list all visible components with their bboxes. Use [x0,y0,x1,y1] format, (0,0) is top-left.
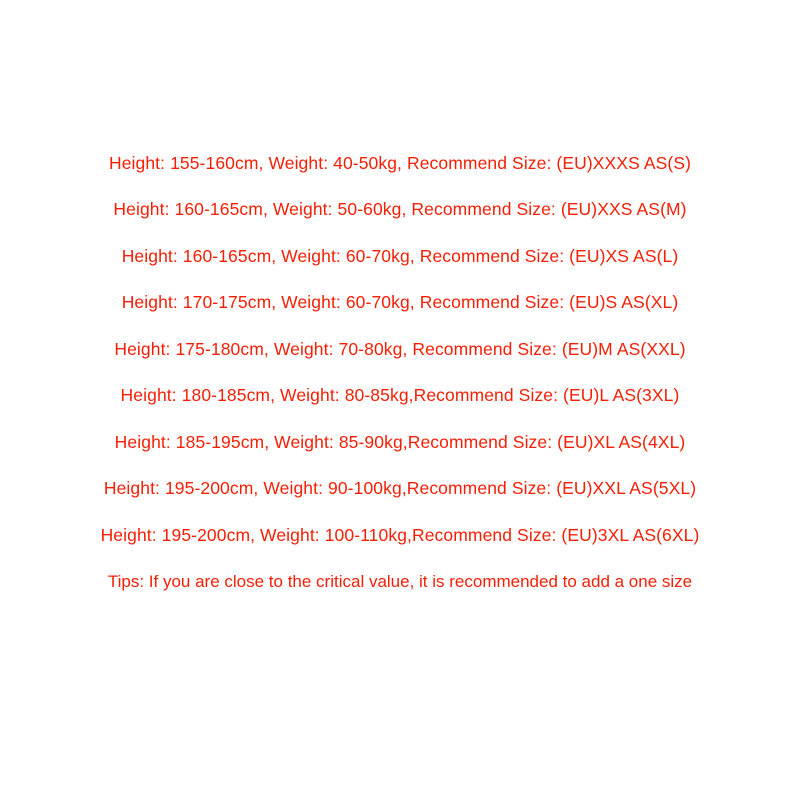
table-row [0,233,800,280]
table-row [0,140,800,187]
size-row-text: Height: 180-185cm, Weight: 80-85kg,Recommend Size: (EU)L AS(3XL) [120,385,680,405]
size-row-text: Height: 185-195cm, Weight: 85-90kg,Recommend Size: (EU)XL AS(4XL) [114,431,686,452]
size-row-text: Height: 195-200cm, Weight: 100-110kg,Recommend Size: (EU)3XL AS(6XL) [100,524,700,545]
size-row-text: Height: 170-175cm, Weight: 60-70kg, Recommend Size: (EU)S AS(XL) [121,292,679,312]
tips-text: Tips: If you are close to the critical value, it is recommended to add a one size [107,572,693,592]
table-row [0,187,800,234]
size-row-text: Height: 155-160cm, Weight: 40-50kg, Recommend Size: (EU)XXXS AS(S) [108,152,692,173]
table-row [0,373,800,420]
table-row [0,280,800,327]
size-chart-row-list [0,140,800,605]
table-row [0,466,800,513]
table-row [0,512,800,559]
tips-note [0,559,800,606]
table-row [0,419,800,466]
size-row-text: Height: 195-200cm, Weight: 90-100kg,Recommend Size: (EU)XXL AS(5XL) [103,478,697,498]
table-row [0,326,800,373]
size-row-text: Height: 160-165cm, Weight: 60-70kg, Recommend Size: (EU)XS AS(L) [121,245,679,266]
size-row-text: Height: 160-165cm, Weight: 50-60kg, Recommend Size: (EU)XXS AS(M) [113,199,687,219]
size-row-text: Height: 175-180cm, Weight: 70-80kg, Recommend Size: (EU)M AS(XXL) [114,338,686,359]
